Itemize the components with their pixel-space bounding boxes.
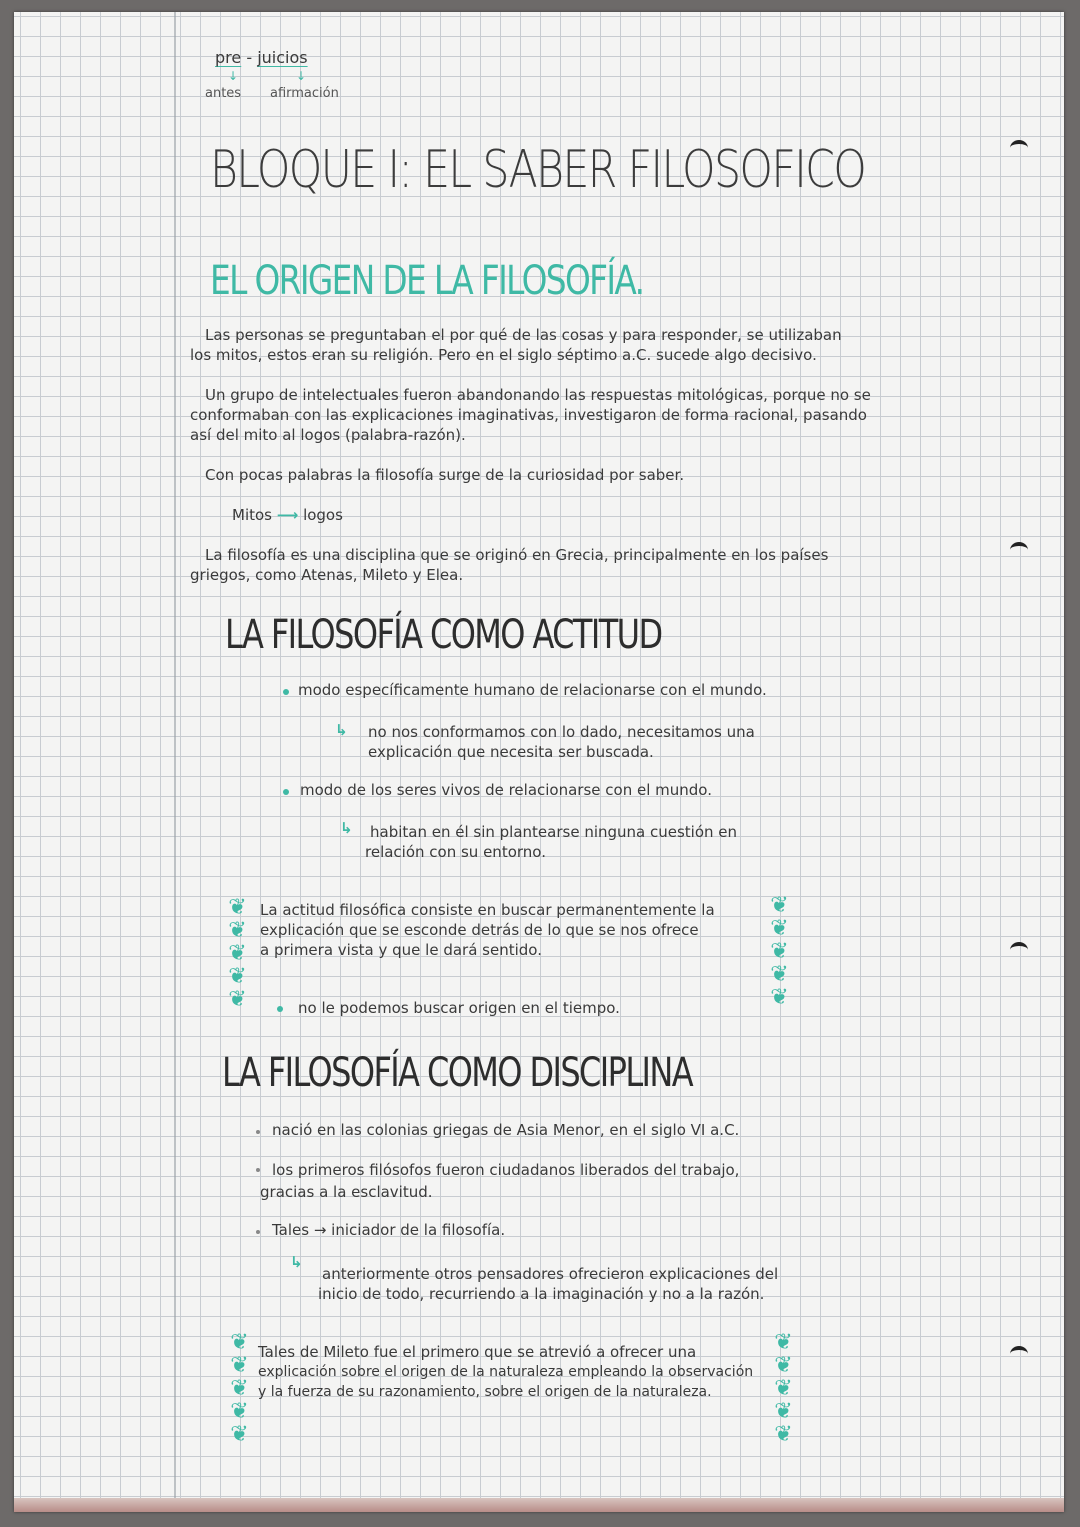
bullet-dot <box>256 1230 260 1234</box>
mitos-logos <box>232 505 343 525</box>
leaf-doodle-icon: ❦❦❦❦❦ <box>225 895 250 1010</box>
bullet-dot <box>283 689 289 695</box>
bullet-subtext: anteriormente otros pensadores ofrecieron explicaciones del <box>322 1265 779 1283</box>
highlight-box-line: La actitud filosófica consiste en buscar permanentemente la <box>260 901 715 919</box>
highlight-box-line: a primera vista y que le dará sentido. <box>260 941 542 959</box>
section-subtitle: EL ORIGEN DE LA FILOSOFÍA. <box>210 258 644 304</box>
bullet-subtext: no nos conformamos con lo dado, necesitamos una <box>368 723 755 741</box>
section-heading: LA FILOSOFÍA COMO ACTITUD <box>225 612 662 658</box>
page-bottom-edge <box>14 1498 1064 1512</box>
logos-word: logos <box>303 506 343 524</box>
bullet-text: modo de los seres vivos de relacionarse con el mundo. <box>300 781 712 799</box>
antes-label: antes <box>205 86 242 101</box>
paragraph-line: los mitos, estos eran su religión. Pero en el siglo séptimo a.C. sucede algo decisivo. <box>190 346 817 364</box>
highlight-box-line: y la fuerza de su razonamiento, sobre el origen de la naturaleza. <box>258 1384 712 1400</box>
paragraph-line: Con pocas palabras la filosofía surge de la curiosidad por saber. <box>205 466 685 484</box>
bullet-dot <box>283 789 289 795</box>
page-title: BLOQUE I: EL SABER FILOSOFICO <box>210 140 866 200</box>
sub-arrow-icon: ↳ <box>340 819 353 837</box>
paragraph-line: así del mito al logos (palabra-razón). <box>190 426 466 444</box>
binder-hole <box>1010 140 1028 156</box>
bullet-text: no le podemos buscar origen en el tiempo. <box>298 999 620 1017</box>
mitos-word: Mitos <box>232 506 272 524</box>
highlight-box-line: explicación que se esconde detrás de lo que se nos ofrece <box>260 921 699 939</box>
section-heading: LA FILOSOFÍA COMO DISCIPLINA <box>222 1050 693 1096</box>
dash: - <box>246 48 253 67</box>
leaf-doodle-icon: ❦❦❦❦❦ <box>771 1330 796 1445</box>
bullet-text: los primeros filósofos fueron ciudadanos liberados del trabajo, <box>272 1161 740 1179</box>
leaf-doodle-icon: ❦❦❦❦❦ <box>767 893 792 1008</box>
bullet-text: gracias a la esclavitud. <box>260 1183 433 1201</box>
leaf-doodle-icon: ❦❦❦❦❦ <box>227 1330 252 1445</box>
bullet-text: Tales → iniciador de la filosofía. <box>272 1221 506 1239</box>
highlight-box-line: Tales de Mileto fue el primero que se atrevió a ofrecer una <box>258 1343 697 1361</box>
bullet-subtext: explicación que necesita ser buscada. <box>368 743 654 761</box>
paragraph-line: griegos, como Atenas, Mileto y Elea. <box>190 566 464 584</box>
bullet-subtext: habitan en él sin plantearse ninguna cuestión en <box>370 823 738 841</box>
bullet-text: nació en las colonias griegas de Asia Menor, en el siglo VI a.C. <box>272 1121 740 1139</box>
juicios-word: juicios <box>257 48 308 67</box>
down-arrow-icon: ↓ <box>228 69 239 83</box>
bullet-subtext: relación con su entorno. <box>365 843 546 861</box>
prejuicios-word <box>215 48 308 68</box>
paragraph-line: Un grupo de intelectuales fueron abandonando las respuestas mitológicas, porque no se <box>205 386 871 404</box>
binder-hole <box>1010 542 1028 558</box>
right-arrow-icon: ⟶ <box>276 506 299 524</box>
binder-hole <box>1010 942 1028 958</box>
sub-arrow-icon: ↳ <box>335 721 348 739</box>
bullet-subtext: inicio de todo, recurriendo a la imaginación y no a la razón. <box>318 1285 765 1303</box>
pre-word: pre <box>215 48 242 67</box>
down-arrow-icon: ↓ <box>296 69 307 83</box>
paragraph-line: conformaban con las explicaciones imaginativas, investigaron de forma racional, pasando <box>190 406 867 424</box>
binder-hole <box>1010 1346 1028 1362</box>
afirmacion-label: afirmación <box>270 86 339 101</box>
paragraph-line: Las personas se preguntaban el por qué de las cosas y para responder, se utilizaban <box>205 326 842 344</box>
paragraph-line: La filosofía es una disciplina que se originó en Grecia, principalmente en los países <box>205 546 829 564</box>
bullet-dot <box>277 1006 283 1012</box>
sub-arrow-icon: ↳ <box>290 1253 303 1271</box>
bullet-text: modo específicamente humano de relacionarse con el mundo. <box>298 681 767 699</box>
bullet-dot <box>256 1130 260 1134</box>
margin-line <box>174 12 176 1512</box>
bullet-dot <box>256 1168 260 1172</box>
highlight-box-line: explicación sobre el origen de la naturaleza empleando la observación <box>258 1364 754 1380</box>
